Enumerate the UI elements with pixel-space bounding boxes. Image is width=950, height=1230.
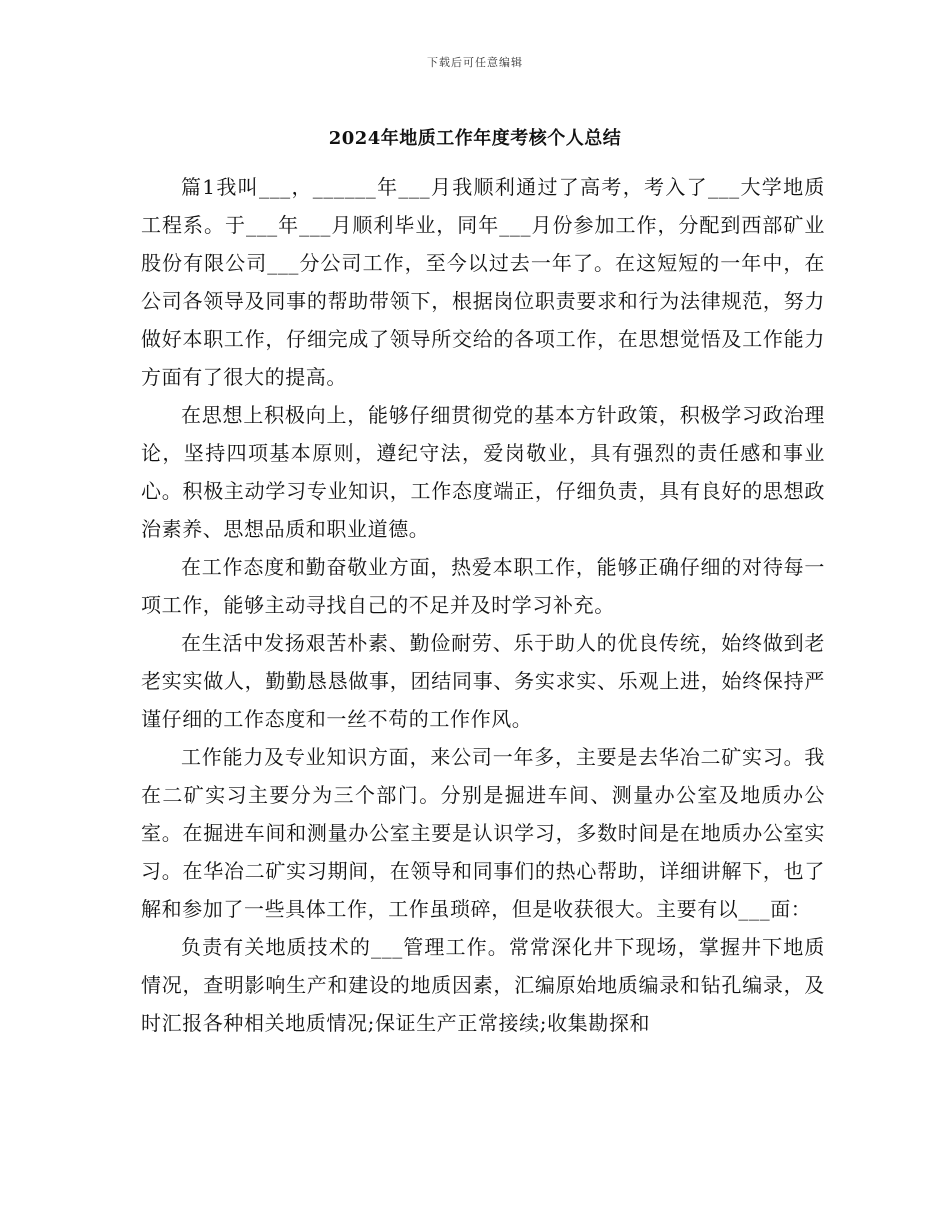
- document-title: 2024年地质工作年度考核个人总结: [328, 128, 622, 149]
- paragraph: 在生活中发扬艰苦朴素、勤俭耐劳、乐于助人的优良传统，始终做到老老实实做人，勤勤恳恳做事，团结同事、务实求实、乐观上进，始终保持严谨仔细的工作态度和一丝不苟的工作作风。: [141, 631, 825, 731]
- paragraph: 篇1我叫___，______年___月我顺利通过了高考，考入了___大学地质工程系。于___年___月顺利毕业，同年___月份参加工作，分配到西部矿业股份有限公司___分公司工作，至今以过去一年了。在这短短的一年中，在公司各领导及同事的帮助带领下，根据岗位职责要求和行为法律规范，努力做好本职工作，仔细完成了领导所交给的各项工作，在思想觉悟及工作能力方面有了很大的提高。: [141, 175, 825, 389]
- paragraph: 在工作态度和勤奋敬业方面，热爱本职工作，能够正确仔细的对待每一项工作，能够主动寻找自己的不足并及时学习补充。: [141, 555, 825, 617]
- paragraph: 在思想上积极向上，能够仔细贯彻党的基本方针政策，积极学习政治理论，坚持四项基本原则，遵纪守法，爱岗敬业，具有强烈的责任感和事业心。积极主动学习专业知识，工作态度端正，仔细负责，具有良好的思想政治素养、思想品质和职业道德。: [141, 403, 825, 541]
- document-body: [141, 168, 825, 1042]
- paragraph: 工作能力及专业知识方面，来公司一年多，主要是去华冶二矿实习。我在二矿实习主要分为三个部门。分别是掘进车间、测量办公室及地质办公室。在掘进车间和测量办公室主要是认识学习，多数时间是在地质办公室实习。在华冶二矿实习期间，在领导和同事们的热心帮助，详细讲解下，也了解和参加了一些具体工作，工作虽琐碎，但是收获很大。主要有以___面：: [141, 745, 825, 921]
- header-note: 下载后可任意编辑: [427, 56, 523, 69]
- paragraph: 负责有关地质技术的___管理工作。常常深化井下现场，掌握井下地质情况，查明影响生产和建设的地质因素，汇编原始地质编录和钻孔编录，及时汇报各种相关地质情况;保证生产正常接续;收集勘探和: [141, 935, 825, 1035]
